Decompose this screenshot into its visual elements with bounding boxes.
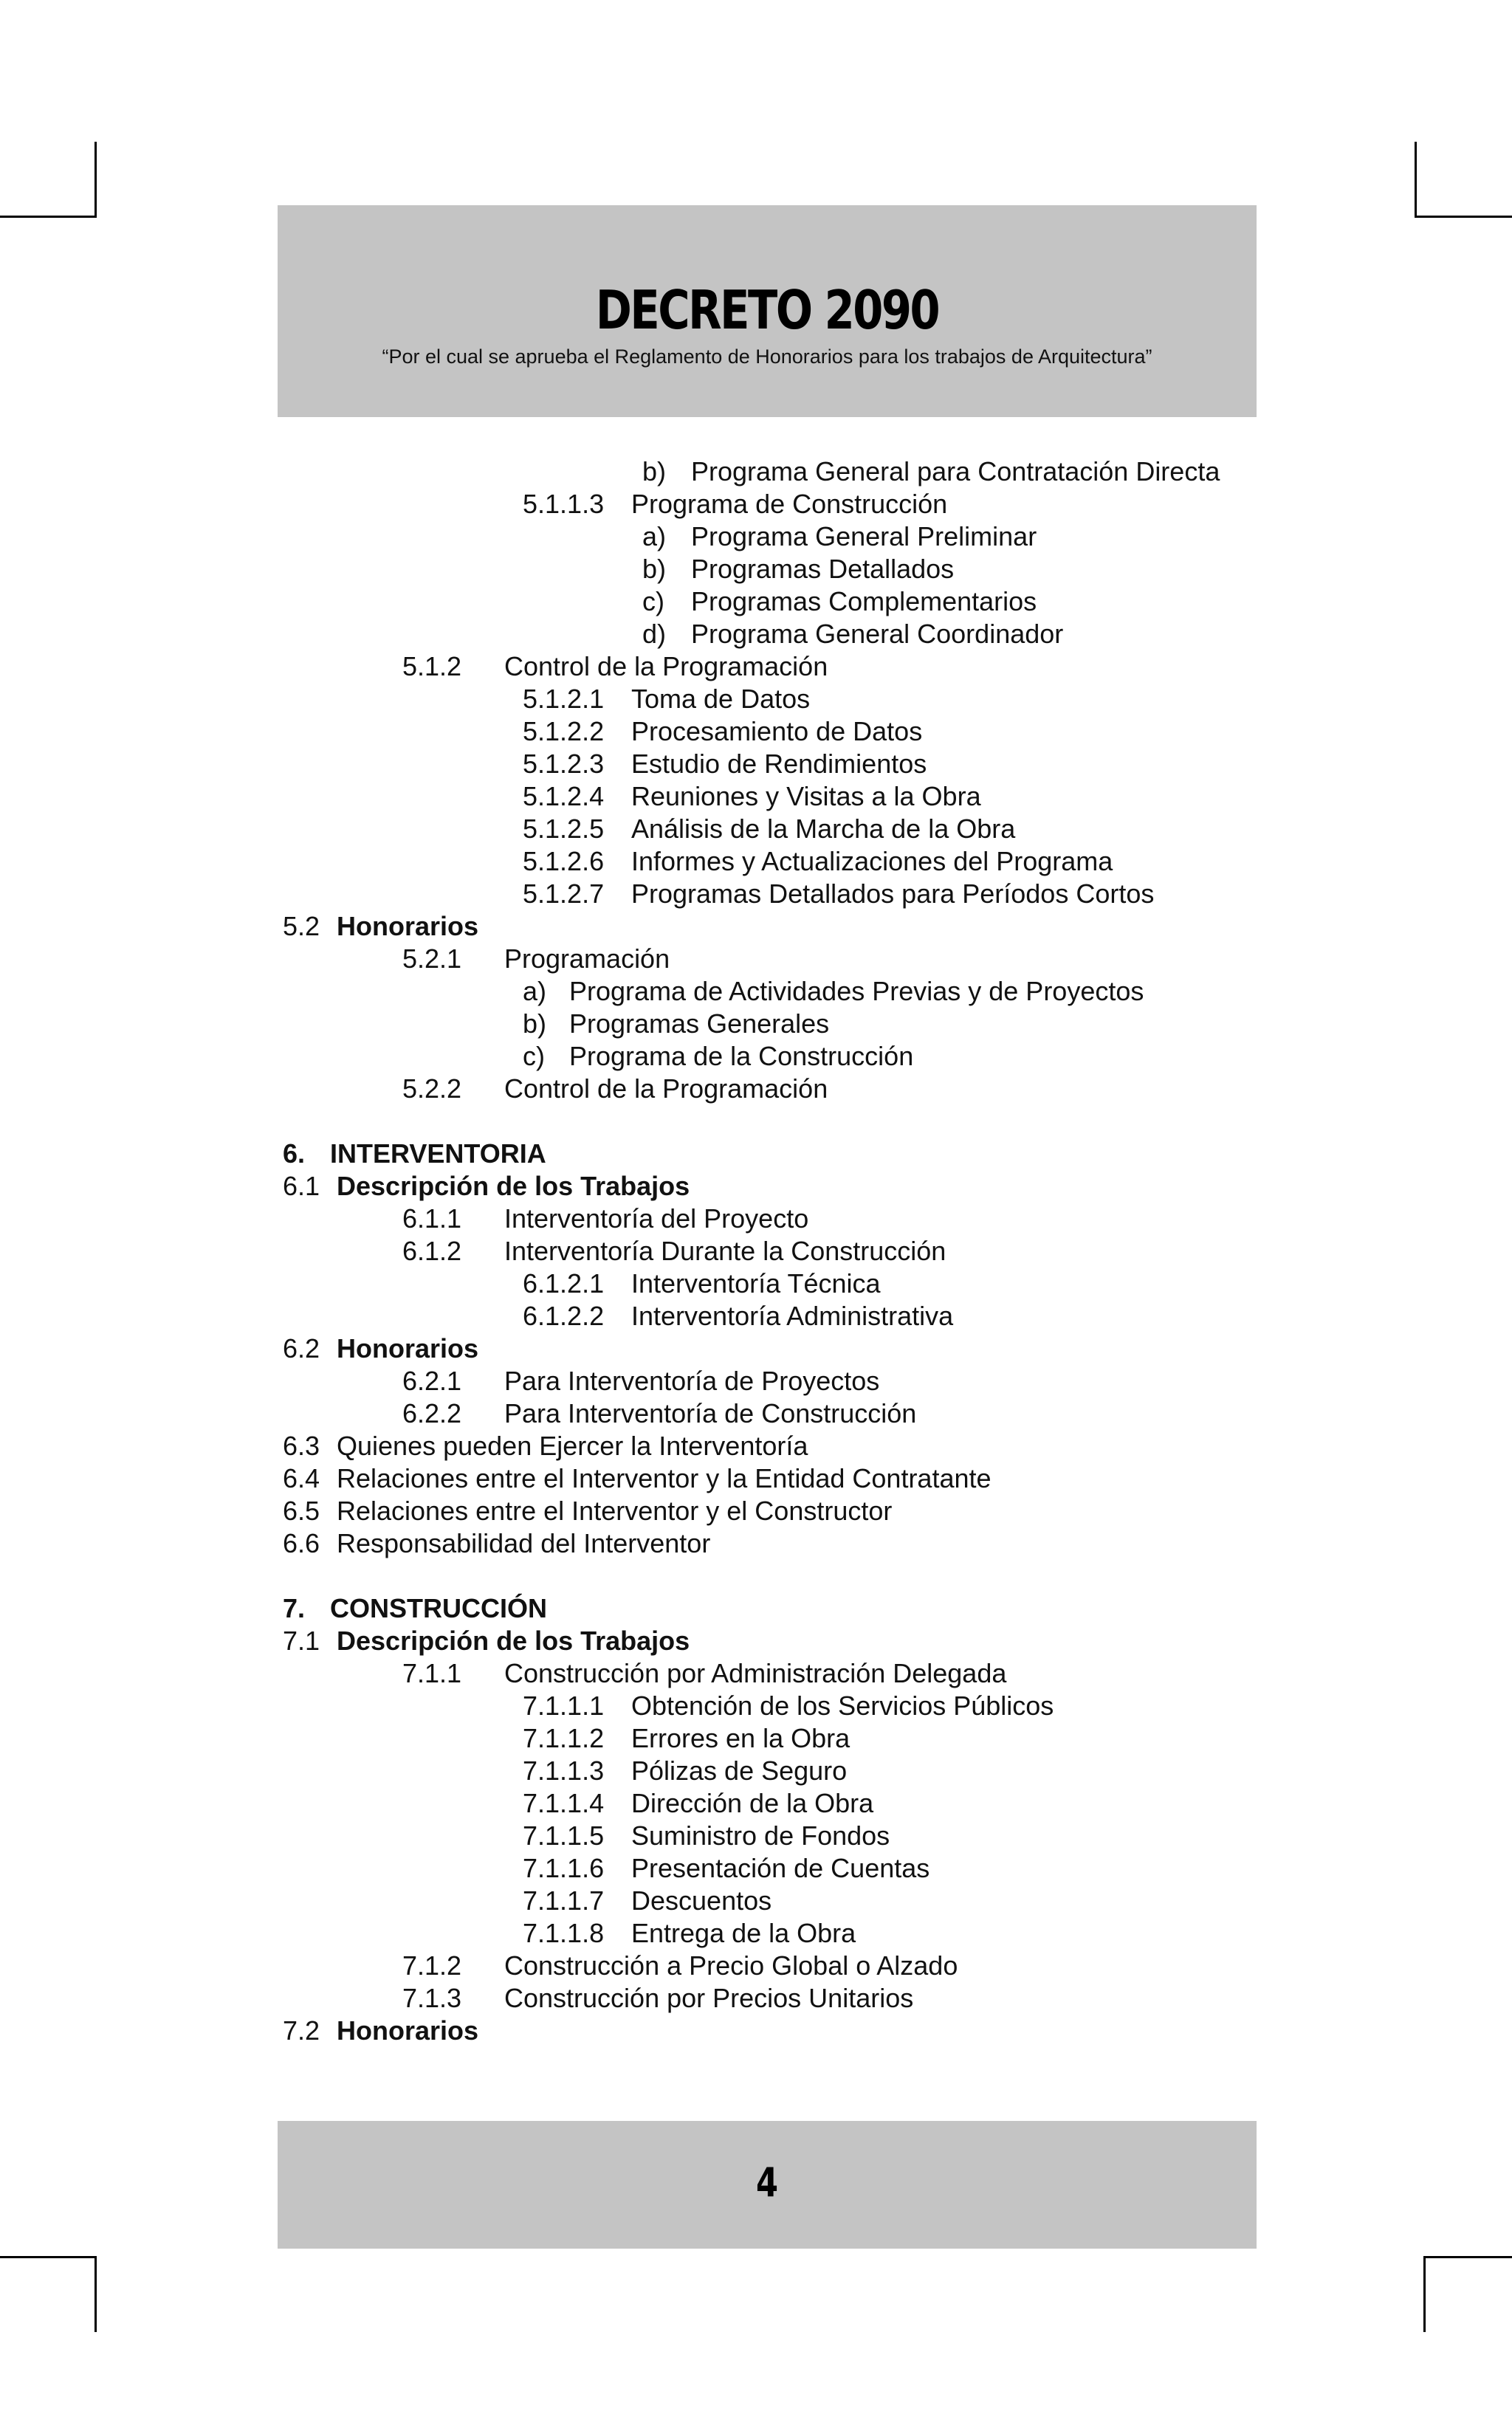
document-subtitle: “Por el cual se aprueba el Reglamento de Honorarios para los trabajos de Arquitectura” (382, 345, 1152, 368)
toc-number: 7. (283, 1593, 306, 1623)
toc-number: a) (523, 976, 547, 1006)
toc-text: Quienes pueden Ejercer la Interventoría (337, 1431, 808, 1461)
toc-text: Entrega de la Obra (631, 1918, 856, 1948)
toc-number: 5.1.2.5 (523, 814, 605, 844)
toc-text: Dirección de la Obra (631, 1788, 874, 1818)
toc-number: b) (523, 1008, 547, 1039)
toc-number: 5.1.2.6 (523, 846, 605, 876)
toc-text: Procesamiento de Datos (631, 716, 923, 746)
toc-text: Interventoría Durante la Construcción (504, 1236, 946, 1266)
toc-number: 7.1.2 (402, 1950, 462, 1981)
toc-number: 5.1.2.3 (523, 749, 605, 779)
toc-number: 7.1.1.5 (523, 1820, 605, 1851)
toc-text: Honorarios (337, 1333, 479, 1364)
toc-number: 6.2.2 (402, 1398, 462, 1428)
toc-text: Honorarios (337, 911, 479, 941)
toc-number: a) (642, 521, 667, 551)
toc-text: Errores en la Obra (631, 1723, 850, 1753)
toc-number: 6.1.2.2 (523, 1301, 605, 1331)
toc-text: Programa de la Construcción (569, 1041, 914, 1071)
toc-number: 7.1.1.1 (523, 1691, 605, 1721)
toc-number: 5.1.2.1 (523, 684, 605, 714)
toc-number: 6.2 (283, 1333, 320, 1364)
toc-text: Construcción por Precios Unitarios (504, 1983, 914, 2013)
toc-number: 7.1.1 (402, 1658, 462, 1688)
toc-text: Toma de Datos (631, 684, 811, 714)
toc-number: 5.1.2 (402, 651, 462, 681)
page-number: 4 (755, 2159, 779, 2206)
toc-number: 6.3 (283, 1431, 320, 1461)
toc-number: 6.1.1 (402, 1203, 462, 1234)
toc-text: Programas Generales (569, 1008, 830, 1039)
toc-number: 7.1.1.6 (523, 1853, 605, 1883)
toc-text: Pólizas de Seguro (631, 1756, 848, 1786)
toc-text: Programas Complementarios (691, 586, 1037, 616)
toc-text: Obtención de los Servicios Públicos (631, 1691, 1054, 1721)
toc-text: Para Interventoría de Construcción (504, 1398, 917, 1428)
toc-text: Programas Detallados (691, 554, 955, 584)
toc-text: Interventoría Técnica (631, 1268, 881, 1299)
toc-number: 6.1.2 (402, 1236, 462, 1266)
toc-text: Descripción de los Trabajos (337, 1626, 690, 1656)
toc-text: Descripción de los Trabajos (337, 1171, 690, 1201)
toc-number: 6.1 (283, 1171, 320, 1201)
toc-text: Relaciones entre el Interventor y el Constructor (337, 1496, 893, 1526)
toc-number: 5.2.2 (402, 1073, 462, 1104)
toc-number: 7.1.3 (402, 1983, 462, 2013)
toc-number: 7.1.1.2 (523, 1723, 605, 1753)
toc-text: Programa General Preliminar (691, 521, 1037, 551)
toc-number: b) (642, 456, 667, 486)
toc-number: 7.1.1.3 (523, 1756, 605, 1786)
toc-number: 6. (283, 1138, 306, 1169)
toc-text: Interventoría del Proyecto (504, 1203, 809, 1234)
toc-number: c) (642, 586, 664, 616)
toc-number: 5.1.1.3 (523, 489, 605, 519)
page-footer (278, 2121, 1257, 2249)
toc-number: 5.1.2.7 (523, 878, 605, 909)
toc-number: d) (642, 619, 667, 649)
toc-text: Programa General para Contratación Directa (691, 456, 1220, 486)
toc-text: Informes y Actualizaciones del Programa (631, 846, 1113, 876)
toc-number: 5.2.1 (402, 943, 462, 974)
toc-number: 6.4 (283, 1463, 320, 1493)
toc-number: 7.1 (283, 1626, 320, 1656)
toc-number: 6.2.1 (402, 1366, 462, 1396)
toc-text: Honorarios (337, 2015, 479, 2046)
toc-text: Programa de Construcción (631, 489, 948, 519)
toc-number: 5.1.2.2 (523, 716, 605, 746)
toc-number: 7.1.1.8 (523, 1918, 605, 1948)
toc-number: 7.1.1.4 (523, 1788, 605, 1818)
toc-text: Reuniones y Visitas a la Obra (631, 781, 981, 811)
toc-text: Programación (504, 943, 670, 974)
toc-text: Control de la Programación (504, 1073, 828, 1104)
toc-text: CONSTRUCCIÓN (330, 1593, 547, 1623)
toc-text: Relaciones entre el Interventor y la Entidad Contratante (337, 1463, 992, 1493)
toc-text: Análisis de la Marcha de la Obra (631, 814, 1016, 844)
toc-text: Presentación de Cuentas (631, 1853, 930, 1883)
toc-number: 7.1.1.7 (523, 1885, 605, 1916)
toc-text: Descuentos (631, 1885, 772, 1916)
toc-text: Para Interventoría de Proyectos (504, 1366, 880, 1396)
toc-text: Responsabilidad del Interventor (337, 1528, 711, 1558)
toc-text: Control de la Programación (504, 651, 828, 681)
toc-number: 6.1.2.1 (523, 1268, 605, 1299)
toc-number: 5.2 (283, 911, 320, 941)
toc-number: c) (523, 1041, 545, 1071)
toc-text: Interventoría Administrativa (631, 1301, 954, 1331)
document-title: DECRETO 2090 (595, 279, 939, 341)
toc-text: Estudio de Rendimientos (631, 749, 927, 779)
toc-number: b) (642, 554, 667, 584)
toc-text: Programas Detallados para Períodos Cortos (631, 878, 1155, 909)
toc-number: 5.1.2.4 (523, 781, 605, 811)
toc-text: Construcción por Administración Delegada (504, 1658, 1007, 1688)
toc-text: Programa de Actividades Previas y de Proyectos (569, 976, 1144, 1006)
toc-text: Suministro de Fondos (631, 1820, 890, 1851)
toc-number: 7.2 (283, 2015, 320, 2046)
toc-text: INTERVENTORIA (330, 1138, 546, 1169)
toc-text: Programa General Coordinador (691, 619, 1064, 649)
toc-text: Construcción a Precio Global o Alzado (504, 1950, 958, 1981)
toc-number: 6.5 (283, 1496, 320, 1526)
toc-number: 6.6 (283, 1528, 320, 1558)
